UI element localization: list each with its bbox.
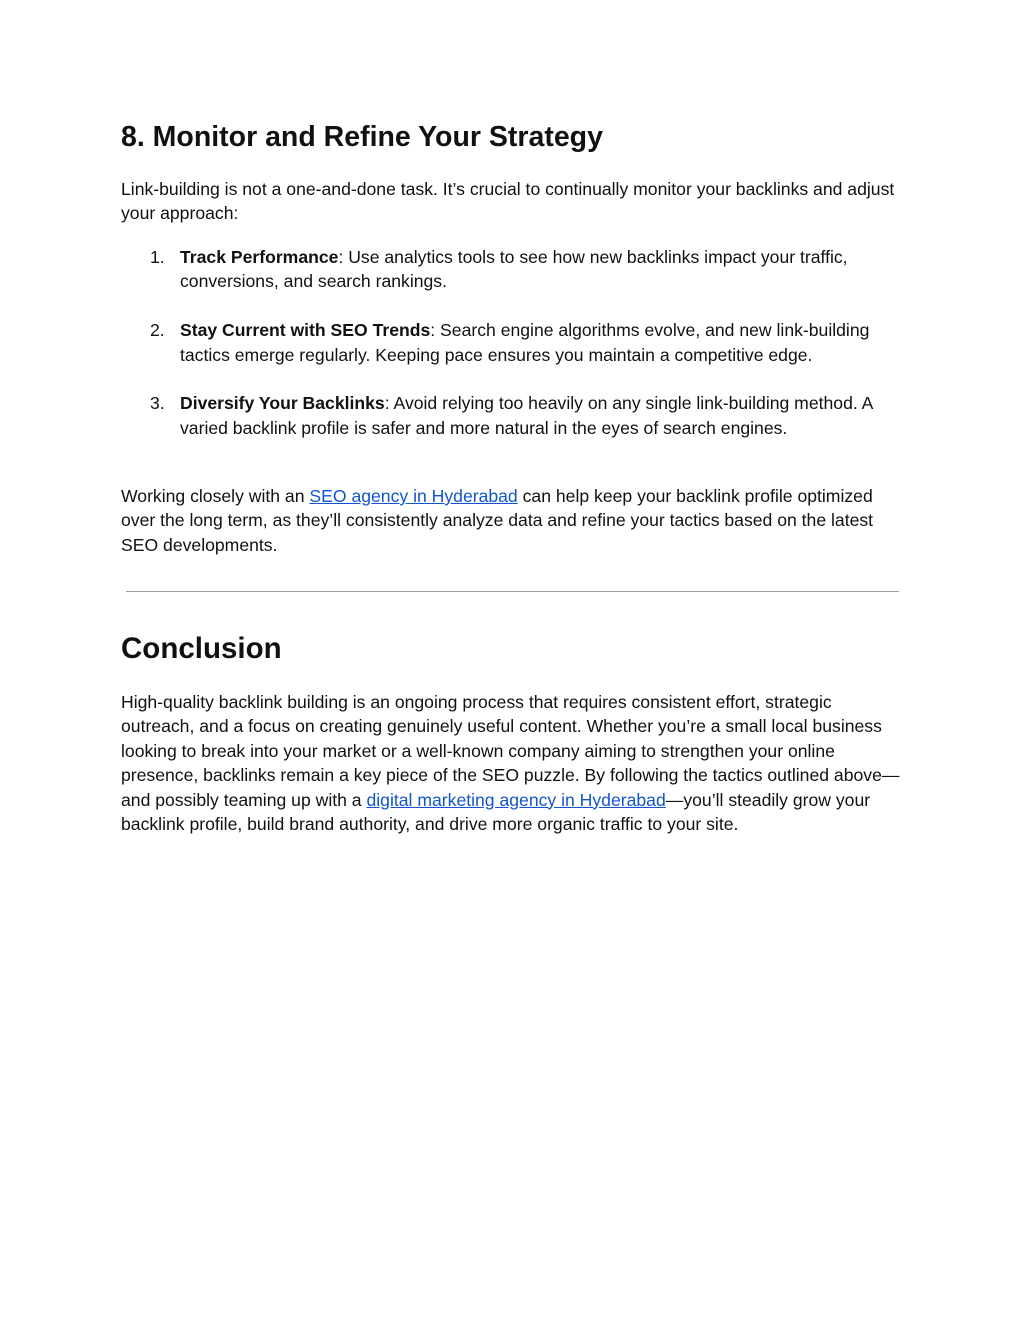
section-intro: Link-building is not a one-and-done task. It’s crucial to continually monitor your backlinks and adjust your approach: — [121, 179, 895, 224]
conclusion-heading: Conclusion — [121, 632, 282, 665]
seo-agency-link[interactable]: SEO agency in Hyderabad — [309, 486, 518, 506]
list-item — [121, 245, 911, 294]
list-item — [121, 391, 911, 440]
list-number: 2. — [150, 320, 165, 341]
list-item-text: : Search engine algorithms evolve, and new link-building tactics emerge regularly. Keeping pace ensures you maintain a competitive edge. — [180, 320, 870, 365]
section-heading: 8. Monitor and Refine Your Strategy — [121, 121, 603, 153]
conclusion-text-after: —you’ll steadily grow your backlink profile, build brand authority, and drive more organic traffic to your site. — [121, 789, 871, 835]
list-number: 1. — [150, 247, 165, 267]
closing-text-before: Working closely with an — [121, 486, 310, 506]
steps-list — [121, 245, 911, 465]
closing-paragraph — [121, 484, 901, 557]
list-item — [121, 318, 911, 367]
horizontal-divider — [126, 591, 899, 592]
conclusion-text-before: High-quality backlink building is an ongoing process that requires consistent effort, strategic outreach, and a focus on creating genuinely useful content. Whether you’re a small local business looking to break into your market or a well-known company aiming to strengthen your online presence, backlinks remain a key piece of the SEO puzzle. By following the tactics outlined above—and possibly teaming up with a — [121, 692, 900, 810]
list-item-text: : Avoid relying too heavily on any single link-building method. A varied backlink profile is safer and more natural in the eyes of search engines. — [180, 393, 873, 438]
closing-text-after: can help keep your backlink profile optimized over the long term, as they’ll consistently analyze data and refine your tactics based on the latest SEO developments. — [121, 486, 874, 555]
list-item-heading: Track Performance — [180, 247, 339, 267]
list-item-text: : Use analytics tools to see how new backlinks impact your traffic, conversions, and search rankings. — [180, 247, 848, 292]
list-item-heading: Diversify Your Backlinks — [180, 393, 385, 414]
conclusion-paragraph — [121, 690, 901, 836]
digital-marketing-agency-link[interactable]: digital marketing agency in Hyderabad — [366, 789, 666, 810]
list-number: 3. — [150, 393, 165, 414]
list-item-heading: Stay Current with SEO Trends — [180, 320, 431, 341]
